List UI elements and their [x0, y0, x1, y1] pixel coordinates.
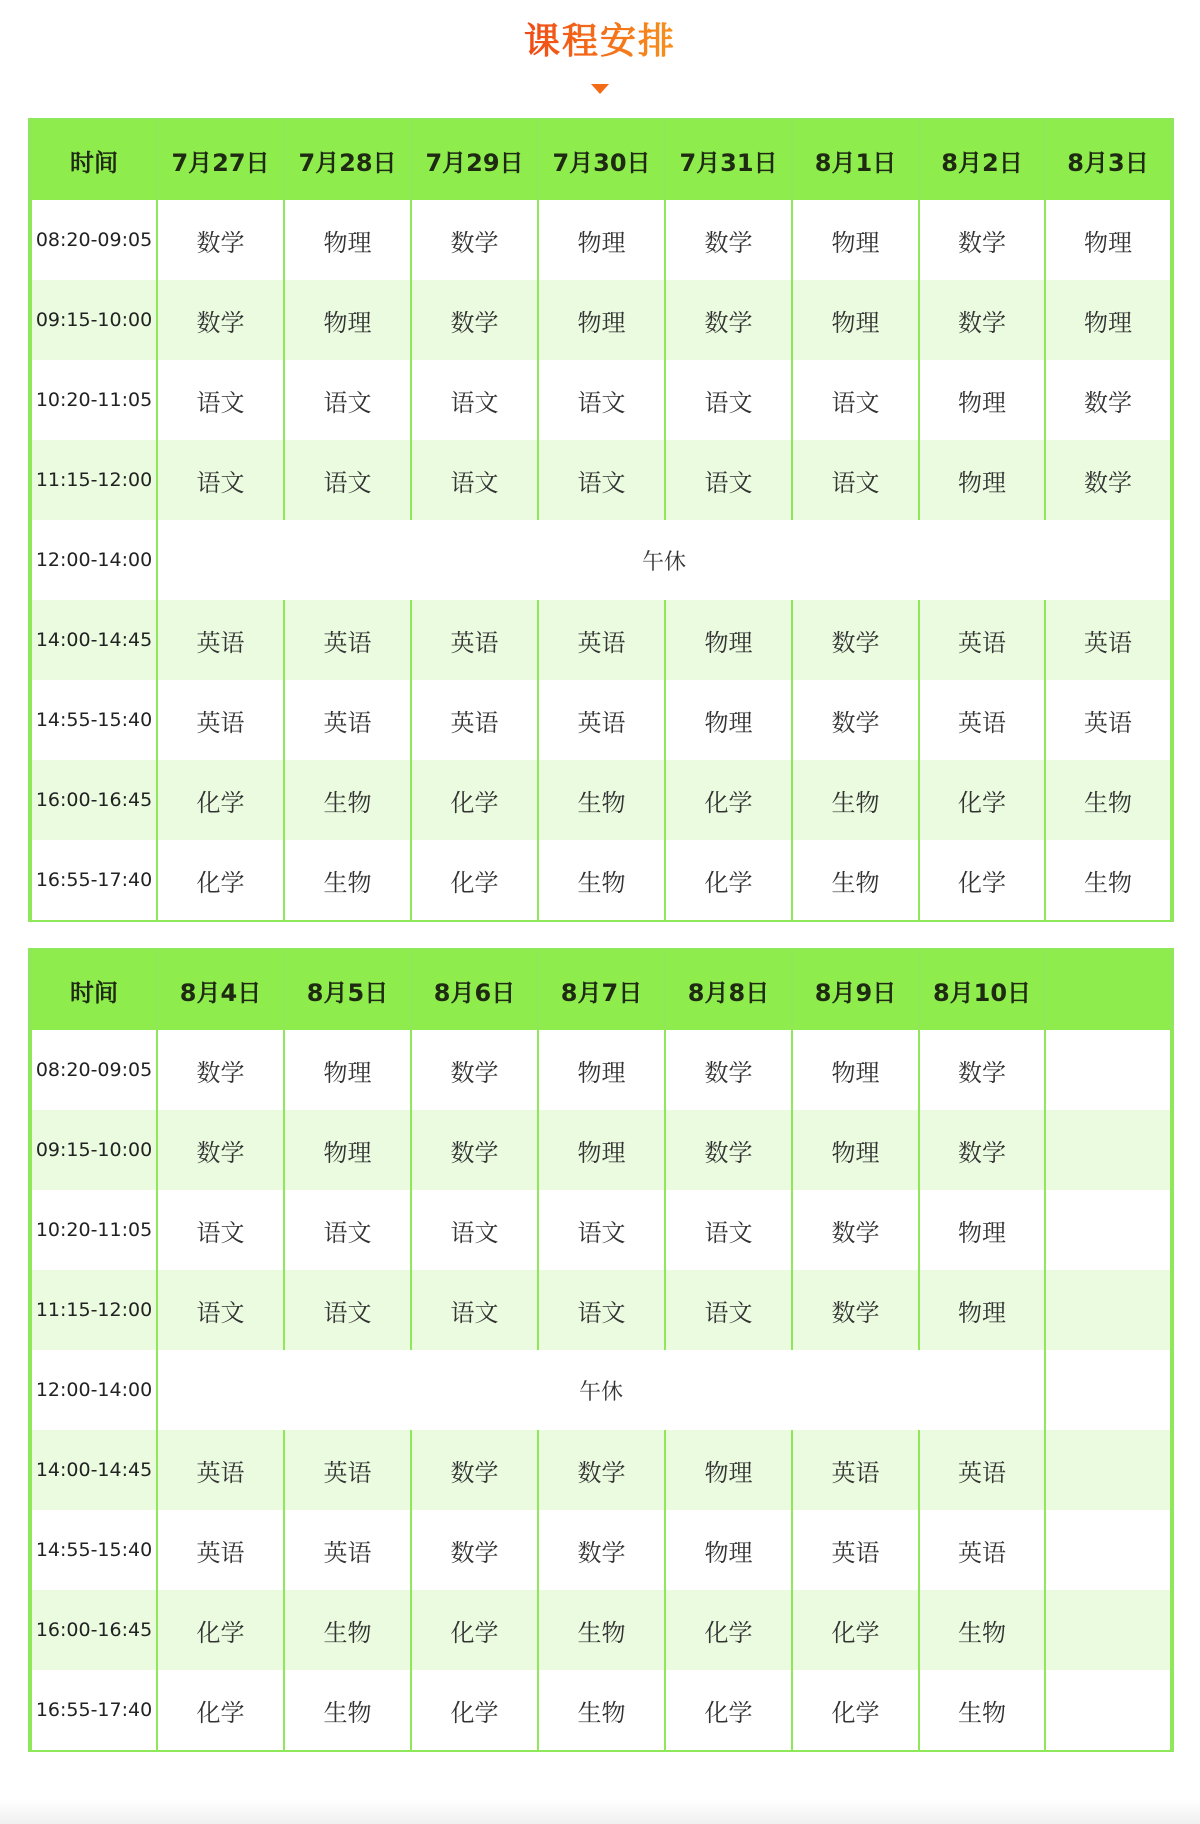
subject-cell [1045, 1110, 1171, 1190]
subject-cell: 英语 [157, 600, 284, 680]
subject-cell: 化学 [157, 1590, 284, 1670]
subject-cell: 英语 [157, 1430, 284, 1510]
subject-cell: 物理 [665, 1430, 792, 1510]
empty-cell [1045, 1350, 1171, 1430]
subject-cell: 化学 [665, 1590, 792, 1670]
subject-cell: 英语 [411, 680, 538, 760]
subject-cell: 物理 [284, 1030, 411, 1110]
table-row [31, 680, 1171, 760]
subject-cell: 语文 [284, 360, 411, 440]
subject-cell: 英语 [1045, 680, 1171, 760]
subject-cell [1045, 1430, 1171, 1510]
subject-cell [1045, 1030, 1171, 1110]
subject-cell: 化学 [157, 1670, 284, 1750]
subject-cell: 物理 [792, 1110, 919, 1190]
subject-cell: 物理 [792, 280, 919, 360]
subject-cell: 语文 [411, 440, 538, 520]
subject-cell: 物理 [284, 280, 411, 360]
subject-cell: 英语 [157, 680, 284, 760]
table-row [31, 520, 1171, 600]
subject-cell: 数学 [157, 1110, 284, 1190]
subject-cell: 物理 [919, 1270, 1045, 1350]
subject-cell: 语文 [411, 1270, 538, 1350]
subject-cell [1045, 1270, 1171, 1350]
page-title: 课程安排 [524, 18, 676, 66]
subject-cell: 语文 [538, 440, 665, 520]
subject-cell: 化学 [411, 1670, 538, 1750]
subject-cell: 数学 [411, 1510, 538, 1590]
table-row [31, 760, 1171, 840]
subject-cell: 化学 [665, 760, 792, 840]
subject-cell: 语文 [665, 360, 792, 440]
column-header-date: 8月9日 [792, 950, 919, 1030]
column-header-date: 8月6日 [411, 950, 538, 1030]
subject-cell: 语文 [157, 1270, 284, 1350]
column-header-date: 8月3日 [1045, 120, 1171, 200]
time-slot-cell: 14:00-14:45 [31, 600, 157, 680]
subject-cell: 语文 [665, 1270, 792, 1350]
subject-cell: 语文 [284, 1190, 411, 1270]
subject-cell: 语文 [411, 1190, 538, 1270]
time-slot-cell: 09:15-10:00 [31, 280, 157, 360]
time-slot-cell: 11:15-12:00 [31, 440, 157, 520]
subject-cell: 化学 [157, 760, 284, 840]
time-slot-cell: 10:20-11:05 [31, 360, 157, 440]
subject-cell: 英语 [919, 1510, 1045, 1590]
time-slot-cell: 12:00-14:00 [31, 520, 157, 600]
schedule-table-2 [30, 950, 1172, 1750]
subject-cell: 物理 [538, 200, 665, 280]
subject-cell: 生物 [538, 760, 665, 840]
subject-cell: 语文 [157, 1190, 284, 1270]
subject-cell: 数学 [411, 1030, 538, 1110]
time-slot-cell: 14:55-15:40 [31, 1510, 157, 1590]
subject-cell: 英语 [284, 600, 411, 680]
subject-cell: 生物 [792, 840, 919, 920]
subject-cell: 生物 [1045, 840, 1171, 920]
table-row [31, 1510, 1171, 1590]
column-header-date: 8月8日 [665, 950, 792, 1030]
column-header-date [1045, 950, 1171, 1030]
subject-cell: 语文 [411, 360, 538, 440]
header-row [31, 120, 1171, 200]
subject-cell: 数学 [919, 1110, 1045, 1190]
table-row [31, 440, 1171, 520]
table-row [31, 1190, 1171, 1270]
subject-cell: 化学 [792, 1590, 919, 1670]
column-header-date: 8月4日 [157, 950, 284, 1030]
subject-cell: 数学 [665, 200, 792, 280]
subject-cell [1045, 1190, 1171, 1270]
subject-cell: 生物 [919, 1590, 1045, 1670]
subject-cell: 语文 [538, 1190, 665, 1270]
time-slot-cell: 08:20-09:05 [31, 1030, 157, 1110]
table-row [31, 1590, 1171, 1670]
subject-cell: 物理 [538, 1030, 665, 1110]
table-row [31, 200, 1171, 280]
column-header-date: 7月30日 [538, 120, 665, 200]
schedule-table-body [31, 200, 1171, 920]
subject-cell: 英语 [284, 1510, 411, 1590]
time-slot-cell: 16:55-17:40 [31, 1670, 157, 1750]
subject-cell: 物理 [538, 1110, 665, 1190]
column-header-date: 7月31日 [665, 120, 792, 200]
subject-cell: 语文 [665, 440, 792, 520]
subject-cell: 语文 [792, 360, 919, 440]
subject-cell: 语文 [538, 360, 665, 440]
subject-cell: 物理 [665, 1510, 792, 1590]
subject-cell: 数学 [919, 1030, 1045, 1110]
table-row [31, 600, 1171, 680]
subject-cell: 物理 [538, 280, 665, 360]
subject-cell: 语文 [792, 440, 919, 520]
subject-cell: 化学 [411, 760, 538, 840]
subject-cell: 物理 [284, 200, 411, 280]
time-slot-cell: 08:20-09:05 [31, 200, 157, 280]
subject-cell: 数学 [157, 280, 284, 360]
subject-cell: 英语 [919, 600, 1045, 680]
subject-cell: 物理 [665, 680, 792, 760]
table-row [31, 1110, 1171, 1190]
subject-cell: 数学 [792, 1190, 919, 1270]
subject-cell: 英语 [157, 1510, 284, 1590]
column-header-date: 8月5日 [284, 950, 411, 1030]
time-slot-cell: 09:15-10:00 [31, 1110, 157, 1190]
subject-cell [1045, 1670, 1171, 1750]
subject-cell: 语文 [665, 1190, 792, 1270]
subject-cell: 化学 [919, 760, 1045, 840]
table-row [31, 1030, 1171, 1110]
subject-cell: 生物 [1045, 760, 1171, 840]
column-header-date: 7月29日 [411, 120, 538, 200]
subject-cell: 数学 [665, 1110, 792, 1190]
column-header-date: 7月28日 [284, 120, 411, 200]
subject-cell: 数学 [792, 600, 919, 680]
time-slot-cell: 16:00-16:45 [31, 1590, 157, 1670]
table-row [31, 1350, 1171, 1430]
bottom-shadow-divider [0, 1800, 1200, 1824]
subject-cell: 数学 [411, 1430, 538, 1510]
subject-cell: 化学 [411, 840, 538, 920]
subject-cell: 物理 [284, 1110, 411, 1190]
header-row [31, 950, 1171, 1030]
table-row [31, 280, 1171, 360]
subject-cell: 化学 [157, 840, 284, 920]
subject-cell: 物理 [919, 1190, 1045, 1270]
subject-cell: 化学 [665, 840, 792, 920]
subject-cell: 数学 [792, 680, 919, 760]
column-header-date: 8月10日 [919, 950, 1045, 1030]
subject-cell: 数学 [919, 280, 1045, 360]
subject-cell: 数学 [157, 1030, 284, 1110]
lunch-break-cell: 午休 [157, 1350, 1045, 1430]
subject-cell: 英语 [919, 680, 1045, 760]
subject-cell: 生物 [284, 760, 411, 840]
subject-cell: 物理 [919, 360, 1045, 440]
time-slot-cell: 16:55-17:40 [31, 840, 157, 920]
subject-cell: 数学 [1045, 360, 1171, 440]
subject-cell: 英语 [919, 1430, 1045, 1510]
subject-cell: 生物 [538, 840, 665, 920]
subject-cell: 英语 [1045, 600, 1171, 680]
subject-cell: 英语 [411, 600, 538, 680]
lunch-break-cell: 午休 [157, 520, 1171, 600]
subject-cell: 数学 [411, 280, 538, 360]
subject-cell: 生物 [538, 1670, 665, 1750]
subject-cell: 化学 [411, 1590, 538, 1670]
table-row [31, 840, 1171, 920]
column-header-date: 8月1日 [792, 120, 919, 200]
subject-cell: 语文 [538, 1270, 665, 1350]
subject-cell: 语文 [284, 1270, 411, 1350]
subject-cell: 数学 [538, 1510, 665, 1590]
subject-cell: 生物 [284, 1670, 411, 1750]
subject-cell: 英语 [284, 1430, 411, 1510]
subject-cell: 物理 [1045, 280, 1171, 360]
column-header-date: 8月7日 [538, 950, 665, 1030]
table-row [31, 360, 1171, 440]
schedule-table-header [31, 120, 1171, 200]
subject-cell: 物理 [665, 600, 792, 680]
column-header-date: 7月27日 [157, 120, 284, 200]
subject-cell: 物理 [1045, 200, 1171, 280]
subject-cell: 化学 [665, 1670, 792, 1750]
subject-cell: 物理 [792, 200, 919, 280]
time-slot-cell: 16:00-16:45 [31, 760, 157, 840]
table-row [31, 1430, 1171, 1510]
subject-cell: 生物 [919, 1670, 1045, 1750]
subject-cell: 英语 [792, 1510, 919, 1590]
subject-cell: 生物 [284, 840, 411, 920]
column-header-date: 8月2日 [919, 120, 1045, 200]
subject-cell: 化学 [792, 1670, 919, 1750]
table-row [31, 1270, 1171, 1350]
time-slot-cell: 12:00-14:00 [31, 1350, 157, 1430]
subject-cell: 数学 [665, 1030, 792, 1110]
table-row [31, 1670, 1171, 1750]
subject-cell [1045, 1510, 1171, 1590]
subject-cell: 数学 [1045, 440, 1171, 520]
subject-cell: 语文 [157, 360, 284, 440]
subject-cell: 数学 [411, 200, 538, 280]
subject-cell: 语文 [157, 440, 284, 520]
subject-cell: 英语 [792, 1430, 919, 1510]
subject-cell: 物理 [919, 440, 1045, 520]
subject-cell: 英语 [538, 680, 665, 760]
subject-cell: 生物 [792, 760, 919, 840]
title-down-arrow-icon [591, 84, 609, 94]
time-slot-cell: 11:15-12:00 [31, 1270, 157, 1350]
subject-cell: 英语 [284, 680, 411, 760]
page-header [0, 18, 1200, 66]
column-header-time: 时间 [31, 120, 157, 200]
subject-cell: 生物 [284, 1590, 411, 1670]
subject-cell: 数学 [538, 1430, 665, 1510]
subject-cell: 数学 [411, 1110, 538, 1190]
subject-cell: 英语 [538, 600, 665, 680]
schedule-table-body [31, 1030, 1171, 1750]
time-slot-cell: 14:00-14:45 [31, 1430, 157, 1510]
subject-cell: 数学 [792, 1270, 919, 1350]
time-slot-cell: 10:20-11:05 [31, 1190, 157, 1270]
subject-cell: 化学 [919, 840, 1045, 920]
subject-cell: 数学 [665, 280, 792, 360]
subject-cell [1045, 1590, 1171, 1670]
subject-cell: 生物 [538, 1590, 665, 1670]
time-slot-cell: 14:55-15:40 [31, 680, 157, 760]
subject-cell: 数学 [157, 200, 284, 280]
subject-cell: 语文 [284, 440, 411, 520]
subject-cell: 数学 [919, 200, 1045, 280]
schedule-table-1 [30, 120, 1172, 920]
column-header-time: 时间 [31, 950, 157, 1030]
schedule-table-header [31, 950, 1171, 1030]
subject-cell: 物理 [792, 1030, 919, 1110]
